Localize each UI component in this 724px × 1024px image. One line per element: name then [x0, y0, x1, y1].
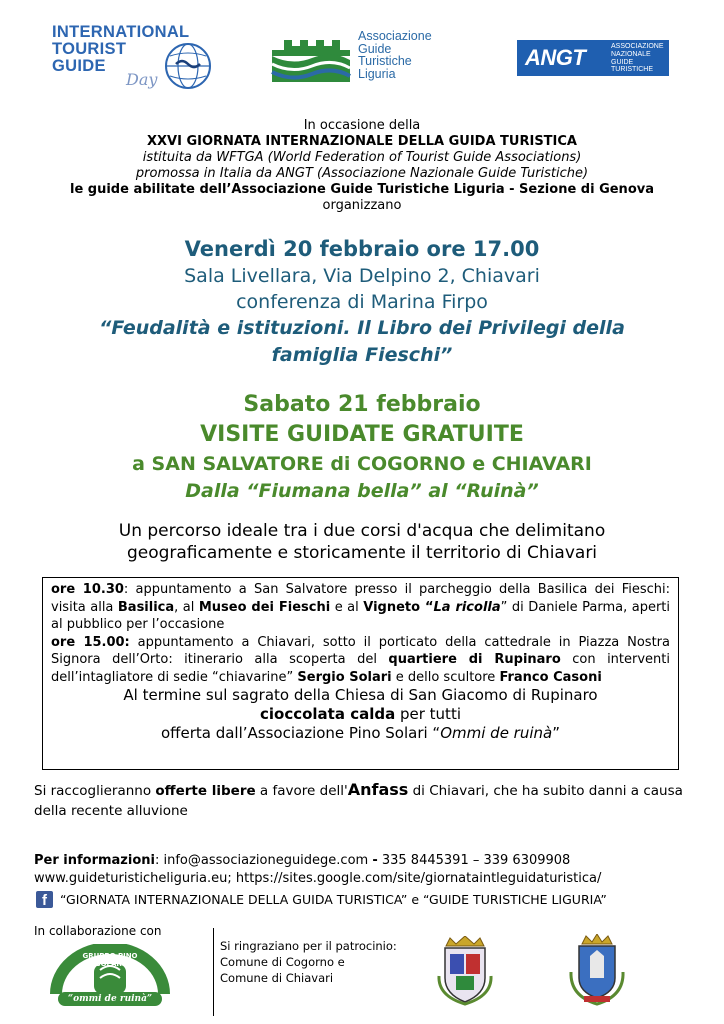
offerta-quote-close: ” — [552, 724, 561, 742]
angt-logo — [517, 40, 669, 76]
footer-divider — [213, 928, 214, 1016]
intro-line1: In occasione della — [303, 118, 421, 133]
info-line1 — [34, 852, 714, 870]
donation-anfass: Anfass — [347, 780, 409, 799]
morning-text-c: , al — [174, 599, 199, 615]
morning-basilica: Basilica — [117, 599, 175, 615]
ommi-de-ruina: Ommi de ruinà — [440, 724, 553, 742]
facebook-row — [34, 890, 714, 910]
pino-top-text: GRUPPO PINO SOLARI — [82, 952, 138, 968]
program-box — [42, 577, 679, 770]
facebook-icon[interactable]: f — [36, 891, 53, 908]
thanks-label: Si ringraziano per il patrocinio: — [220, 939, 397, 953]
event1-place: Sala Livellara, Via Delpino 2, Chiavari — [184, 265, 540, 287]
description-line1: Un percorso ideale tra i due corsi d'acqua che delimitano — [118, 521, 606, 541]
facebook-pages[interactable]: “GIORNATA INTERNAZIONALE DELLA GUIDA TURISTICA” e “GUIDE TURISTICHE LIGURIA” — [60, 892, 607, 907]
afternoon-casoni: Franco Casoni — [499, 669, 602, 685]
itg-line3: GUIDE — [52, 57, 106, 75]
thanks-block — [220, 938, 397, 986]
agtl-logo — [270, 26, 460, 86]
donation-text — [34, 780, 684, 821]
itg-line2: TOURIST — [52, 40, 127, 58]
agtl-line4: Liguria — [358, 66, 396, 81]
event2-subtitle: Dalla “Fiumana bella” al “Ruinà” — [185, 480, 539, 502]
comune1: Comune di Cogorno e — [220, 955, 345, 969]
angt-sub4: TURISTICHE — [611, 66, 653, 74]
international-tourist-guide-day-logo — [48, 22, 218, 94]
collab-label: In collaborazione con — [34, 924, 162, 938]
info-phones: 335 8445391 – 339 6309908 — [377, 853, 571, 868]
info-email[interactable]: : info@associazioneguidege.com — [154, 853, 373, 868]
event2-block — [0, 390, 724, 504]
event1-title2: famiglia Fieschi” — [271, 344, 453, 366]
afternoon-time: ore 15.00: — [51, 634, 130, 650]
info-dash: - — [372, 853, 378, 868]
intro-line2: XXVI GIORNATA INTERNAZIONALE DELLA GUIDA TURISTICA — [147, 134, 577, 149]
donation-e: di Chiavari, che ha subito danni a causa della recente alluvione — [34, 783, 683, 819]
program-morning — [43, 581, 678, 634]
event1-speaker: conferenza di Marina Firpo — [236, 291, 488, 313]
chiavari-coat-of-arms-icon — [568, 934, 626, 1006]
pino-bottom-text: “ommi de ruinà” — [67, 994, 153, 1004]
intro-block — [0, 118, 724, 214]
donation-c: a favore dell' — [255, 783, 348, 799]
itg-line1: INTERNATIONAL — [52, 23, 190, 41]
offerta-text: offerta dall’Associazione Pino Solari “ — [160, 724, 441, 742]
per-tutti: per tutti — [395, 705, 461, 723]
globe-hands-icon — [162, 40, 214, 92]
angt-sub3: GUIDE — [611, 58, 634, 66]
intro-line4: promossa in Italia da ANGT (Associazione Nazionale Guide Turistiche) — [135, 166, 589, 181]
intro-line3: istituita da WFTGA (World Federation of Tourist Guide Associations) — [142, 150, 582, 165]
cioccolata: cioccolata calda — [259, 705, 396, 723]
event1-title1: “Feudalità e istituzioni. Il Libro dei Privilegi della — [99, 317, 625, 339]
event2-date: Sabato 21 febbraio — [243, 392, 481, 417]
morning-ricolla: La ricolla — [433, 599, 501, 615]
description-line2: geograficamente e storicamente il territorio di Chiavari — [126, 543, 598, 563]
castle-wave-icon — [270, 26, 352, 82]
angt-main: ANGT — [525, 45, 586, 70]
angt-sub2: NAZIONALE — [611, 50, 651, 58]
event1-date: Venerdì 20 febbraio ore 17.00 — [184, 237, 540, 261]
agtl-line2: Guide — [358, 41, 392, 56]
morning-quote-open: “ — [420, 599, 434, 615]
program-end3 — [43, 724, 678, 743]
angt-sub1: ASSOCIAZIONE — [611, 43, 664, 50]
morning-text-a: : appuntamento a San Salvatore presso il parcheggio della Basilica dei Fieschi: visita alla — [51, 582, 670, 615]
event1-block — [0, 236, 724, 369]
cogorno-coat-of-arms-icon — [436, 936, 494, 1006]
intro-line5: le guide abilitate dell’Associazione Guide Turistiche Liguria - Sezione di Genova — [69, 182, 654, 197]
program-end2 — [43, 705, 678, 724]
agtl-line3: Turistiche — [358, 54, 412, 68]
afternoon-text-c: con interventi dell’intagliatore di sedie “chiavarine” — [51, 652, 671, 685]
info-block — [34, 852, 714, 888]
program-end1: Al termine sul sagrato della Chiesa di San Giacomo di Rupinaro — [123, 686, 598, 704]
morning-museo: Museo dei Fieschi — [198, 599, 331, 615]
event2-headline: VISITE GUIDATE GRATUITE — [200, 422, 524, 447]
donation-a: Si raccoglieranno — [34, 783, 156, 799]
event2-where: a SAN SALVATORE di COGORNO e CHIAVARI — [132, 453, 592, 475]
intro-line6: organizzano — [322, 198, 402, 213]
pino-solari-logo — [50, 944, 170, 1010]
itg-day: Day — [126, 70, 158, 89]
afternoon-solari: Sergio Solari — [297, 669, 392, 685]
agtl-line1: Associazione — [358, 29, 432, 43]
program-afternoon — [43, 634, 678, 687]
info-label: Per informazioni — [34, 853, 155, 868]
afternoon-text-e: e dello scultore — [391, 669, 500, 685]
afternoon-rupinaro: quartiere di Rupinaro — [388, 652, 561, 667]
morning-text-e: e al — [330, 599, 364, 615]
morning-text-i: ” di Daniele Parma, aperti al pubblico per l’occasione — [51, 599, 670, 632]
comune2: Comune di Chiavari — [220, 971, 334, 985]
info-web[interactable]: www.guideturisticheliguria.eu; https://sites.google.com/site/giornataintleguidaturistica/ — [34, 871, 602, 886]
donation-offerte: offerte libere — [155, 783, 256, 799]
afternoon-text-a: appuntamento a Chiavari, sotto il porticato della cattedrale in Piazza Nostra Signora dell’Orto: itinerario alla scoperta del — [51, 634, 670, 667]
description — [0, 520, 724, 564]
morning-vigneto: Vigneto — [363, 599, 421, 615]
morning-time: ore 10.30 — [51, 582, 124, 597]
